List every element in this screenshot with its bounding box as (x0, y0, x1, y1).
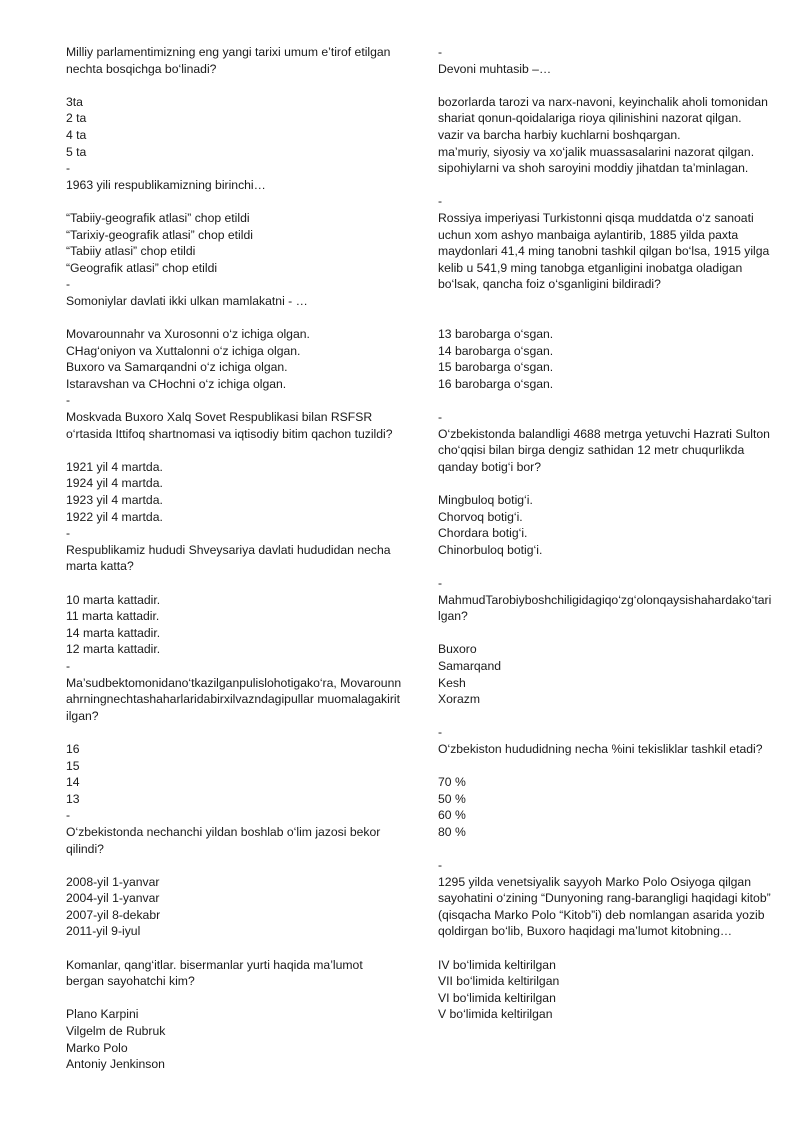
question-text: Ma’sudbektomonidano‘tkazilganpulislohotigako‘ra, Movarounnahrningnechtashaharlaridabirxilvazndagipullar muomalagakiritilgan? (66, 675, 402, 723)
question-block (66, 276, 402, 392)
question-text: O‘zbekistonda balandligi 4688 metrga yetuvchi Hazrati Sulton cho‘qqisi bilan birga dengiz sathidan 12 metr chuqurlikda qanday botig‘i bor? (438, 426, 770, 474)
answer-option: Plano Karpini (66, 1007, 139, 1022)
answer-options (66, 1006, 402, 1072)
answer-options (438, 94, 774, 177)
answer-option: 2007-yil 8-dekabr (66, 907, 161, 922)
separator-dash: - (438, 725, 443, 740)
separator-dash: - (438, 858, 443, 873)
answer-option: 16 (66, 741, 80, 756)
answer-option: 50 % (438, 791, 466, 806)
question-block (438, 193, 774, 392)
separator-dash: - (66, 808, 71, 823)
question-text: MahmudTarobiyboshchiligidagiqo‘zg‘olonqaysishahardako‘tarilgan? (438, 592, 772, 624)
separator-dash: - (66, 277, 71, 292)
answer-option: 16 barobarga o‘sgan. (438, 376, 554, 391)
answer-option: V bo‘limida keltirilgan (438, 1007, 553, 1022)
answer-options (66, 459, 402, 525)
answer-option: 15 (66, 758, 80, 773)
question-text: Somoniylar davlati ikki ulkan mamlakatni - … (66, 293, 308, 308)
answer-option: Marko Polo (66, 1040, 128, 1055)
separator-dash: - (66, 393, 71, 408)
answer-options (438, 326, 774, 392)
answer-option: Buxoro (438, 642, 477, 657)
question-text: O‘zbekiston hududidning necha %ini tekisliklar tashkil etadi? (438, 741, 763, 756)
separator-dash: - (66, 658, 71, 673)
answer-options (438, 641, 774, 707)
question-text: Respublikamiz hududi Shveysariya davlati hududidan necha marta katta? (66, 542, 391, 574)
answer-option: Mingbuloq botig‘i. (438, 493, 533, 508)
answer-option: “Tabiiy-geografik atlasi” chop etildi (66, 210, 250, 225)
answer-option: 1923 yil 4 martda. (66, 493, 163, 508)
answer-options (66, 210, 402, 276)
answer-option: 1922 yil 4 martda. (66, 509, 163, 524)
answer-option: 1921 yil 4 martda. (66, 459, 163, 474)
answer-option: Chinorbuloq botig‘i. (438, 542, 543, 557)
answer-options (438, 774, 774, 840)
question-block (438, 409, 774, 558)
answer-option: CHag‘oniyon va Xuttalonni o‘z ichiga olgan. (66, 343, 301, 358)
answer-option: Vilgelm de Rubruk (66, 1024, 166, 1039)
answer-option: 4 ta (66, 127, 87, 142)
answer-option: 13 (66, 791, 80, 806)
answer-option: Kesh (438, 675, 466, 690)
question-block (438, 575, 774, 708)
answer-option: 2 ta (66, 111, 87, 126)
answer-option: sipohiylarni va shoh saroyini moddiy jihatdan ta’minlagan. (438, 161, 749, 176)
separator-dash: - (66, 526, 71, 541)
question-text: Rossiya imperiyasi Turkistonni qisqa muddatda o‘z sanoati uchun xom ashyo manbaiga aylantirib, 1885 yilda paxta maydonlari 41,4 ming tanobni tashkil qilgan bo‘lsa, 1915 yilga kelib u 541,9 ming tanobga etganligini inobatga oladigan bo‘lsak, qancha foiz o‘sganligini bildiradi? (438, 210, 770, 292)
answer-option: “Geografik atlasi” chop etildi (66, 260, 218, 275)
separator-dash: - (66, 161, 71, 176)
answer-option: 70 % (438, 775, 466, 790)
question-text: 1295 yilda venetsiyalik sayyoh Marko Polo Osiyoga qilgan sayohatini o‘zining “Dunyoning rang-barangligi haqidagi kitob” (qisqacha Marko Polo “Kitob”i) deb nomlangan asarida yozib qoldirgan bo‘lib, Buxoro haqidagi ma’lumot kitobning… (438, 874, 771, 939)
answer-option: ma’muriy, siyosiy va xo‘jalik muassasalarini nazorat qilgan. (438, 144, 755, 159)
question-block (66, 160, 402, 276)
answer-option: Samarqand (438, 658, 502, 673)
question-block (66, 658, 402, 807)
question-text: Moskvada Buxoro Xalq Sovet Respublikasi bilan RSFSR o‘rtasida Ittifoq shartnomasi va iqtisodiy bitim qachon tuzildi? (66, 410, 393, 441)
answer-option: VII bo‘limida keltirilgan (438, 974, 560, 989)
answer-option: “Tarixiy-geografik atlasi” chop etildi (66, 227, 253, 242)
answer-options (438, 957, 774, 1023)
answer-option: VI bo‘limida keltirilgan (438, 990, 556, 1005)
left-column (66, 44, 402, 1073)
question-text: Komanlar, qang‘itlar. bisermanlar yurti haqida ma’lumot bergan sayohatchi kim? (66, 957, 363, 989)
answer-option: 80 % (438, 824, 466, 839)
separator-dash: - (438, 576, 443, 590)
answer-option: Istaravshan va CHochni o‘z ichiga olgan. (66, 376, 287, 391)
answer-options (438, 492, 774, 558)
answer-option: 10 marta kattadir. (66, 592, 161, 607)
question-text: Devoni muhtasib –… (438, 61, 552, 76)
answer-option: 14 marta kattadir. (66, 625, 161, 640)
question-block (66, 525, 402, 658)
answer-option: vazir va barcha harbiy kuchlarni boshqargan. (438, 127, 681, 142)
answer-options (66, 874, 402, 940)
separator-dash: - (438, 45, 443, 59)
answer-option: 2004-yil 1-yanvar (66, 891, 160, 906)
question-text: Milliy parlamentimizning eng yangi tarixi umum e’tirof etilgan nechta bosqichga bo‘linadi? (66, 45, 391, 76)
answer-option: 14 barobarga o‘sgan. (438, 343, 554, 358)
question-block (438, 724, 774, 840)
question-block (438, 857, 774, 1023)
answer-option: bozorlarda tarozi va narx-navoni, keyinchalik aholi tomonidan shariat qonun-qoidalariga rioya qilinishini nazorat qilgan. (438, 94, 768, 126)
answer-options (66, 741, 402, 807)
answer-option: 13 barobarga o‘sgan. (438, 327, 554, 342)
answer-option: Chordara botig‘i. (438, 526, 528, 541)
answer-option: 12 marta kattadir. (66, 642, 161, 657)
answer-option: IV bo‘limida keltirilgan (438, 957, 556, 972)
answer-option: Antoniy Jenkinson (66, 1057, 165, 1072)
separator-dash: - (438, 410, 443, 425)
answer-option: Chorvoq botig‘i. (438, 509, 523, 524)
right-column (438, 44, 774, 1023)
answer-options (66, 592, 402, 658)
answer-options (66, 94, 402, 160)
answer-option: 60 % (438, 808, 466, 823)
question-text: O‘zbekistonda nechanchi yildan boshlab o‘lim jazosi bekor qilindi? (66, 824, 381, 856)
answer-option: “Tabiiy atlasi” chop etildi (66, 244, 196, 259)
separator-dash: - (438, 194, 443, 209)
answer-option: 2011-yil 9-iyul (66, 924, 141, 939)
answer-option: 3ta (66, 94, 83, 109)
answer-option: 1924 yil 4 martda. (66, 476, 163, 491)
answer-option: Movarounnahr va Xurosonni o‘z ichiga olgan. (66, 327, 310, 342)
answer-option: 2008-yil 1-yanvar (66, 874, 160, 889)
answer-option: 5 ta (66, 144, 87, 159)
answer-option: 14 (66, 775, 80, 790)
answer-option: 15 barobarga o‘sgan. (438, 360, 554, 375)
answer-option: Buxoro va Samarqandni o‘z ichiga olgan. (66, 360, 288, 375)
answer-options (66, 326, 402, 392)
answer-option: Xorazm (438, 692, 480, 707)
question-text: 1963 yili respublikamizning birinchi… (66, 177, 266, 192)
question-block (66, 44, 402, 160)
question-block (66, 392, 402, 525)
question-block (66, 940, 402, 1073)
question-block (66, 807, 402, 940)
answer-option: 11 marta kattadir. (66, 609, 160, 624)
question-block (438, 44, 774, 177)
